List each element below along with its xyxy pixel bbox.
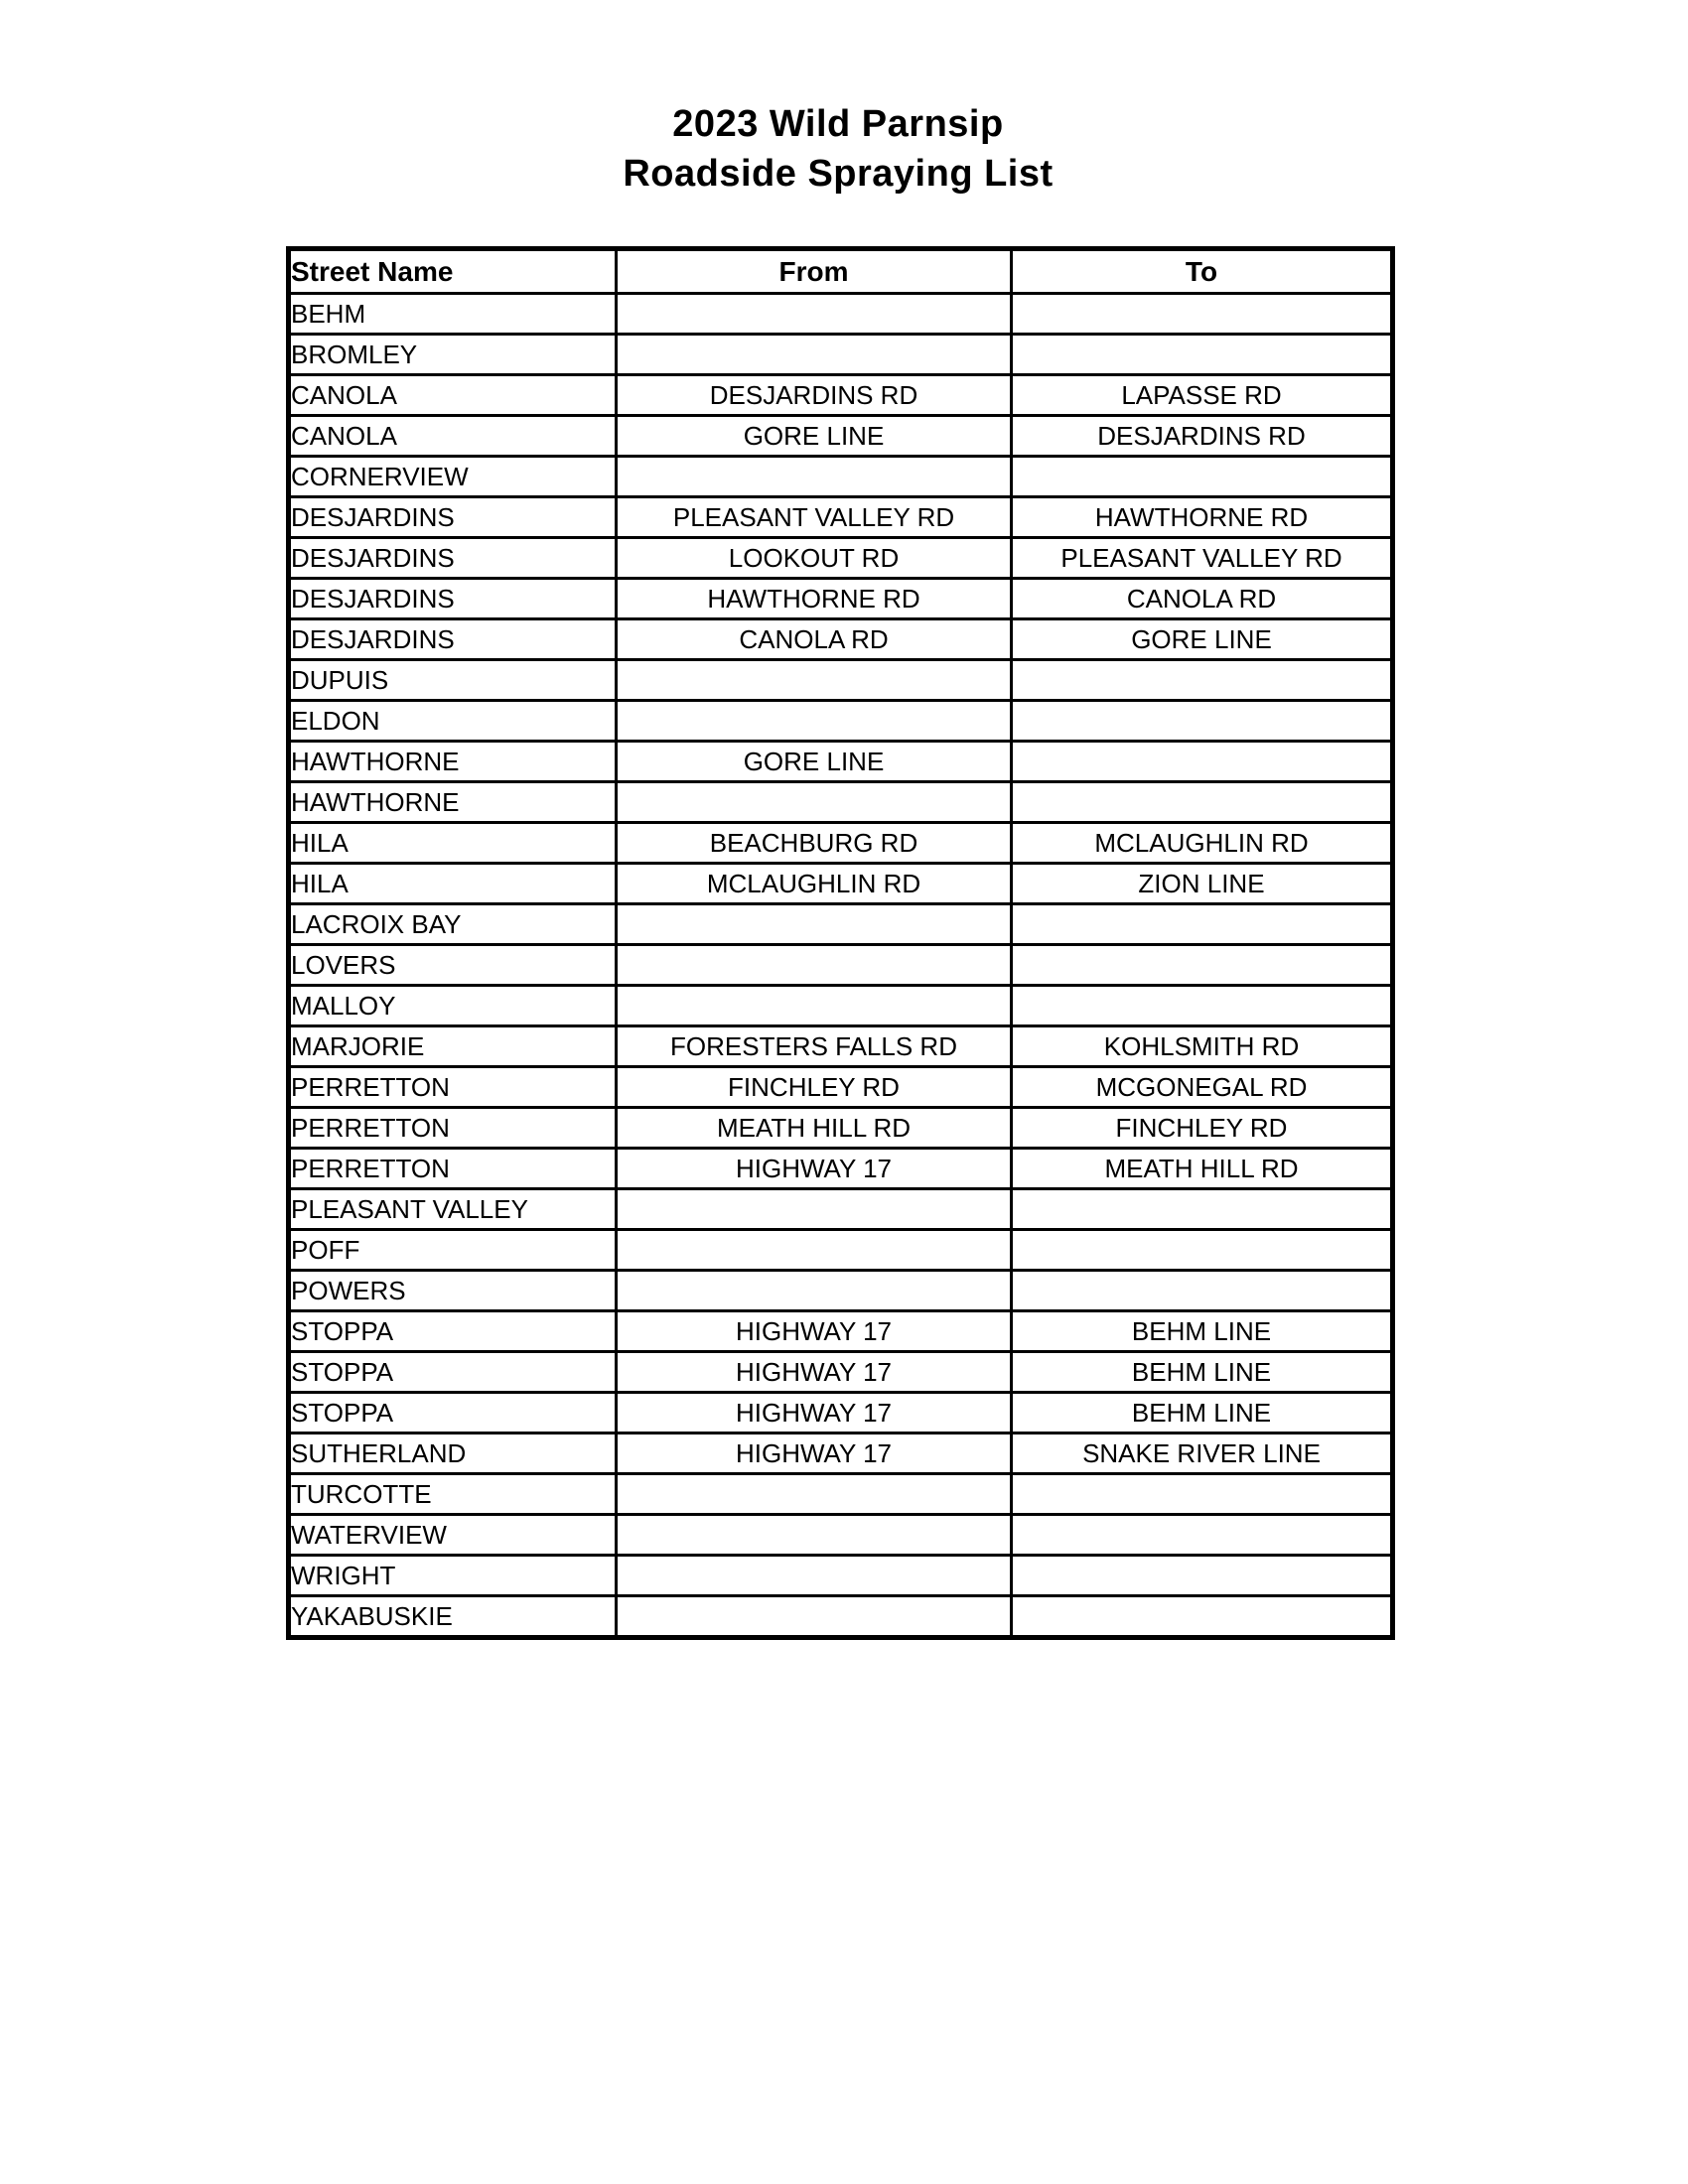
table-row: [289, 1352, 1393, 1393]
cell-to: CANOLA RD: [1012, 579, 1393, 619]
column-header-to: To: [1012, 249, 1393, 294]
table-row: [289, 904, 1393, 945]
table-row: [289, 375, 1393, 416]
cell-to: [1012, 660, 1393, 701]
cell-to: PLEASANT VALLEY RD: [1012, 538, 1393, 579]
table-row: [289, 823, 1393, 864]
cell-street-name: HAWTHORNE: [289, 782, 617, 823]
cell-from: PLEASANT VALLEY RD: [617, 497, 1012, 538]
cell-street-name: BROMLEY: [289, 335, 617, 375]
cell-to: [1012, 1189, 1393, 1230]
cell-from: [617, 701, 1012, 742]
cell-from: BEACHBURG RD: [617, 823, 1012, 864]
cell-street-name: LACROIX BAY: [289, 904, 617, 945]
cell-street-name: TURCOTTE: [289, 1474, 617, 1515]
table-row: [289, 986, 1393, 1026]
cell-from: [617, 1596, 1012, 1638]
cell-street-name: DESJARDINS: [289, 579, 617, 619]
table-row: [289, 1311, 1393, 1352]
cell-to: [1012, 701, 1393, 742]
cell-street-name: POFF: [289, 1230, 617, 1271]
table-row: [289, 1189, 1393, 1230]
table-row: [289, 538, 1393, 579]
cell-from: HIGHWAY 17: [617, 1311, 1012, 1352]
cell-street-name: CANOLA: [289, 416, 617, 457]
cell-from: GORE LINE: [617, 742, 1012, 782]
cell-street-name: LOVERS: [289, 945, 617, 986]
cell-to: [1012, 1515, 1393, 1556]
cell-street-name: YAKABUSKIE: [289, 1596, 617, 1638]
cell-from: [617, 1189, 1012, 1230]
cell-from: HIGHWAY 17: [617, 1433, 1012, 1474]
cell-street-name: PERRETTON: [289, 1149, 617, 1189]
cell-to: MCLAUGHLIN RD: [1012, 823, 1393, 864]
table-row: [289, 742, 1393, 782]
cell-street-name: STOPPA: [289, 1311, 617, 1352]
cell-to: [1012, 294, 1393, 335]
cell-street-name: DESJARDINS: [289, 619, 617, 660]
cell-to: [1012, 986, 1393, 1026]
cell-from: [617, 294, 1012, 335]
cell-street-name: CORNERVIEW: [289, 457, 617, 497]
title-line-2: Roadside Spraying List: [623, 153, 1054, 195]
cell-to: LAPASSE RD: [1012, 375, 1393, 416]
cell-to: HAWTHORNE RD: [1012, 497, 1393, 538]
cell-to: [1012, 904, 1393, 945]
cell-from: HIGHWAY 17: [617, 1393, 1012, 1433]
cell-to: BEHM LINE: [1012, 1393, 1393, 1433]
cell-from: HIGHWAY 17: [617, 1352, 1012, 1393]
table-row: [289, 1067, 1393, 1108]
cell-to: [1012, 1230, 1393, 1271]
table-row: [289, 457, 1393, 497]
cell-street-name: DESJARDINS: [289, 497, 617, 538]
cell-to: BEHM LINE: [1012, 1352, 1393, 1393]
cell-from: LOOKOUT RD: [617, 538, 1012, 579]
table-row: [289, 1271, 1393, 1311]
cell-street-name: PERRETTON: [289, 1067, 617, 1108]
cell-from: CANOLA RD: [617, 619, 1012, 660]
cell-from: MEATH HILL RD: [617, 1108, 1012, 1149]
table-row: [289, 579, 1393, 619]
cell-from: [617, 945, 1012, 986]
table-row: [289, 945, 1393, 986]
cell-street-name: DESJARDINS: [289, 538, 617, 579]
document-title: [286, 99, 1390, 199]
table-row: [289, 335, 1393, 375]
cell-street-name: HILA: [289, 823, 617, 864]
cell-from: [617, 1515, 1012, 1556]
column-header-street-name: Street Name: [289, 249, 617, 294]
header-row: [289, 249, 1393, 294]
cell-street-name: WATERVIEW: [289, 1515, 617, 1556]
cell-from: [617, 1230, 1012, 1271]
table-row: [289, 497, 1393, 538]
cell-from: MCLAUGHLIN RD: [617, 864, 1012, 904]
cell-from: [617, 457, 1012, 497]
table-row: [289, 701, 1393, 742]
table-header: [289, 249, 1393, 294]
cell-from: HIGHWAY 17: [617, 1149, 1012, 1189]
cell-to: [1012, 1271, 1393, 1311]
cell-to: BEHM LINE: [1012, 1311, 1393, 1352]
cell-to: ZION LINE: [1012, 864, 1393, 904]
cell-from: HAWTHORNE RD: [617, 579, 1012, 619]
cell-street-name: PERRETTON: [289, 1108, 617, 1149]
title-line-1: 2023 Wild Parnsip: [672, 103, 1004, 145]
cell-to: [1012, 1556, 1393, 1596]
table-row: [289, 1433, 1393, 1474]
cell-street-name: SUTHERLAND: [289, 1433, 617, 1474]
table-row: [289, 1556, 1393, 1596]
table-row: [289, 660, 1393, 701]
cell-from: [617, 1271, 1012, 1311]
cell-to: [1012, 782, 1393, 823]
cell-street-name: STOPPA: [289, 1352, 617, 1393]
cell-from: DESJARDINS RD: [617, 375, 1012, 416]
column-header-from: From: [617, 249, 1012, 294]
cell-to: MEATH HILL RD: [1012, 1149, 1393, 1189]
roadside-spraying-table: [286, 246, 1395, 1640]
table-row: [289, 864, 1393, 904]
cell-to: [1012, 1474, 1393, 1515]
cell-to: [1012, 335, 1393, 375]
cell-street-name: POWERS: [289, 1271, 617, 1311]
cell-from: [617, 986, 1012, 1026]
cell-to: [1012, 1596, 1393, 1638]
cell-from: [617, 335, 1012, 375]
cell-from: [617, 1556, 1012, 1596]
table-row: [289, 782, 1393, 823]
cell-to: [1012, 945, 1393, 986]
table-row: [289, 1026, 1393, 1067]
cell-from: [617, 782, 1012, 823]
cell-to: MCGONEGAL RD: [1012, 1067, 1393, 1108]
table-body: [289, 294, 1393, 1638]
cell-street-name: HAWTHORNE: [289, 742, 617, 782]
cell-from: [617, 1474, 1012, 1515]
cell-from: [617, 904, 1012, 945]
table-row: [289, 416, 1393, 457]
cell-to: DESJARDINS RD: [1012, 416, 1393, 457]
cell-from: GORE LINE: [617, 416, 1012, 457]
cell-street-name: MARJORIE: [289, 1026, 617, 1067]
cell-street-name: DUPUIS: [289, 660, 617, 701]
table-row: [289, 1596, 1393, 1638]
cell-from: [617, 660, 1012, 701]
cell-to: GORE LINE: [1012, 619, 1393, 660]
table-row: [289, 1230, 1393, 1271]
table-row: [289, 1149, 1393, 1189]
table-row: [289, 1108, 1393, 1149]
cell-from: FINCHLEY RD: [617, 1067, 1012, 1108]
cell-street-name: PLEASANT VALLEY: [289, 1189, 617, 1230]
table-row: [289, 1393, 1393, 1433]
table-row: [289, 1515, 1393, 1556]
cell-to: KOHLSMITH RD: [1012, 1026, 1393, 1067]
cell-street-name: ELDON: [289, 701, 617, 742]
cell-to: [1012, 742, 1393, 782]
cell-to: SNAKE RIVER LINE: [1012, 1433, 1393, 1474]
cell-to: [1012, 457, 1393, 497]
cell-street-name: HILA: [289, 864, 617, 904]
cell-from: FORESTERS FALLS RD: [617, 1026, 1012, 1067]
cell-to: FINCHLEY RD: [1012, 1108, 1393, 1149]
table-row: [289, 1474, 1393, 1515]
cell-street-name: STOPPA: [289, 1393, 617, 1433]
cell-street-name: WRIGHT: [289, 1556, 617, 1596]
cell-street-name: BEHM: [289, 294, 617, 335]
cell-street-name: CANOLA: [289, 375, 617, 416]
cell-street-name: MALLOY: [289, 986, 617, 1026]
table-row: [289, 619, 1393, 660]
table-row: [289, 294, 1393, 335]
